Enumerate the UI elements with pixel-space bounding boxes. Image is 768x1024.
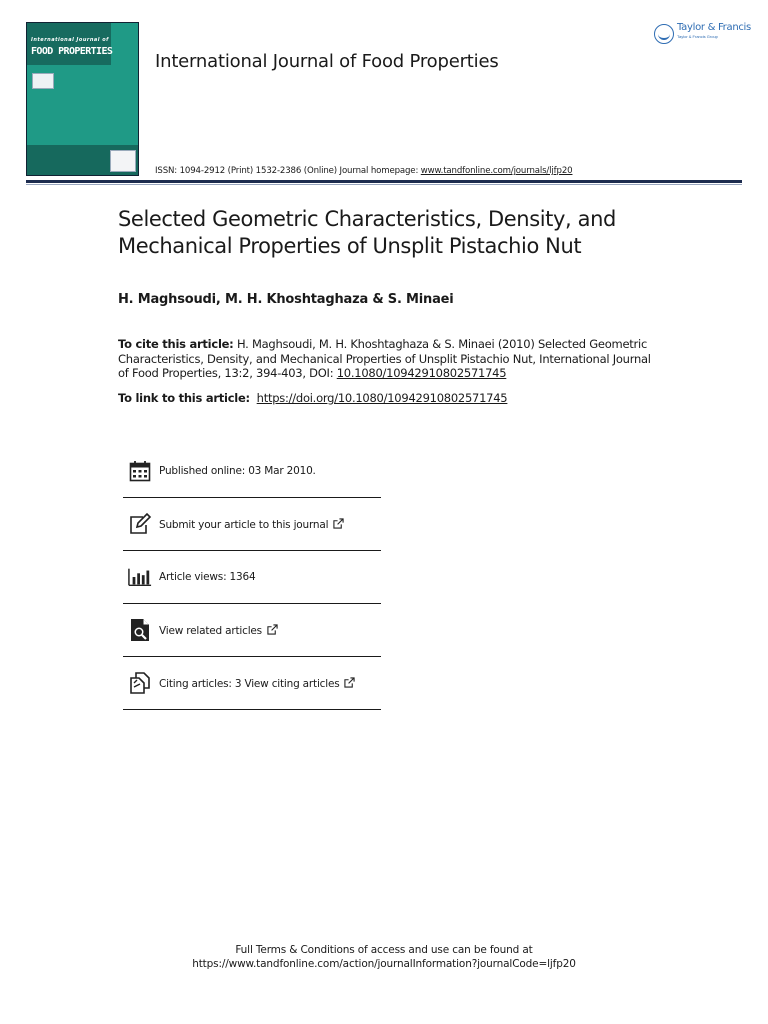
publisher-logo-icon	[654, 24, 674, 44]
journal-title: International Journal of Food Properties	[155, 51, 499, 72]
view-related-label: View related articles	[159, 624, 262, 637]
journal-homepage-link[interactable]: www.tandfonline.com/journals/ljfp20	[420, 166, 573, 176]
issn-line	[155, 166, 572, 176]
article-title: Selected Geometric Characteristics, Density, and Mechanical Properties of Unsplit Pistachio Nut	[118, 207, 616, 258]
citation-doi-link[interactable]: 10.1080/10942910802571745	[336, 366, 507, 380]
article-doi-link[interactable]: https://doi.org/10.1080/10942910802571745	[256, 391, 508, 405]
article-info-list	[123, 445, 381, 710]
article-link-block	[118, 391, 507, 405]
citation-text: H. Maghsoudi, M. H. Khoshtaghaza & S. Minaei (2010) Selected Geometric Characteristics, Density, and Mechanical Properties of Unsplit Pistachio Nut, International Journal of Food Properties, 13:2, 394-403, DOI:	[118, 337, 651, 380]
cover-image-top	[32, 73, 54, 89]
external-link-icon	[333, 518, 344, 529]
info-row-views	[123, 551, 381, 604]
article-authors: H. Maghsoudi, M. H. Khoshtaghaza & S. Minaei	[118, 292, 454, 307]
citation-block	[118, 337, 658, 381]
article-link-label: To link to this article:	[118, 391, 250, 405]
cover-image-bottom	[110, 150, 136, 172]
header-rule	[26, 180, 742, 183]
citing-articles-label: Citing articles: 3 View citing articles	[159, 677, 340, 690]
publisher-logo	[654, 22, 751, 44]
bar-chart-icon	[128, 565, 152, 589]
publisher-name: Taylor & Francis	[677, 22, 751, 33]
search-document-icon	[128, 618, 152, 642]
article-views: Article views: 1364	[159, 571, 256, 583]
submit-article-link[interactable]	[159, 518, 344, 531]
publisher-sub: Taylor & Francis Group	[677, 34, 718, 39]
citing-articles-link[interactable]	[159, 677, 355, 690]
header-rule-thin	[26, 184, 742, 185]
terms-footer	[0, 943, 768, 971]
published-date: Published online: 03 Mar 2010.	[159, 465, 316, 477]
journal-cover	[26, 22, 139, 176]
info-row-related[interactable]	[123, 604, 381, 657]
external-link-icon	[344, 677, 355, 688]
cover-band	[27, 23, 111, 65]
citing-documents-icon	[128, 671, 152, 695]
issn-text: ISSN: 1094-2912 (Print) 1532-2386 (Online) Journal homepage:	[155, 166, 421, 176]
info-row-submit[interactable]	[123, 498, 381, 551]
calendar-icon	[128, 459, 152, 483]
cover-journal-line2: FOOD PROPERTIES	[31, 46, 113, 57]
cover-journal-line1: International Journal of	[31, 37, 109, 43]
view-related-link[interactable]	[159, 624, 278, 637]
external-link-icon	[267, 624, 278, 635]
terms-url[interactable]: https://www.tandfonline.com/action/journalInformation?journalCode=ljfp20	[192, 958, 576, 970]
info-row-published	[123, 445, 381, 498]
citation-label: To cite this article:	[118, 337, 234, 351]
terms-line: Full Terms & Conditions of access and use can be found at	[235, 944, 533, 956]
edit-icon	[128, 512, 152, 536]
info-row-citing[interactable]	[123, 657, 381, 710]
submit-article-label: Submit your article to this journal	[159, 518, 329, 531]
